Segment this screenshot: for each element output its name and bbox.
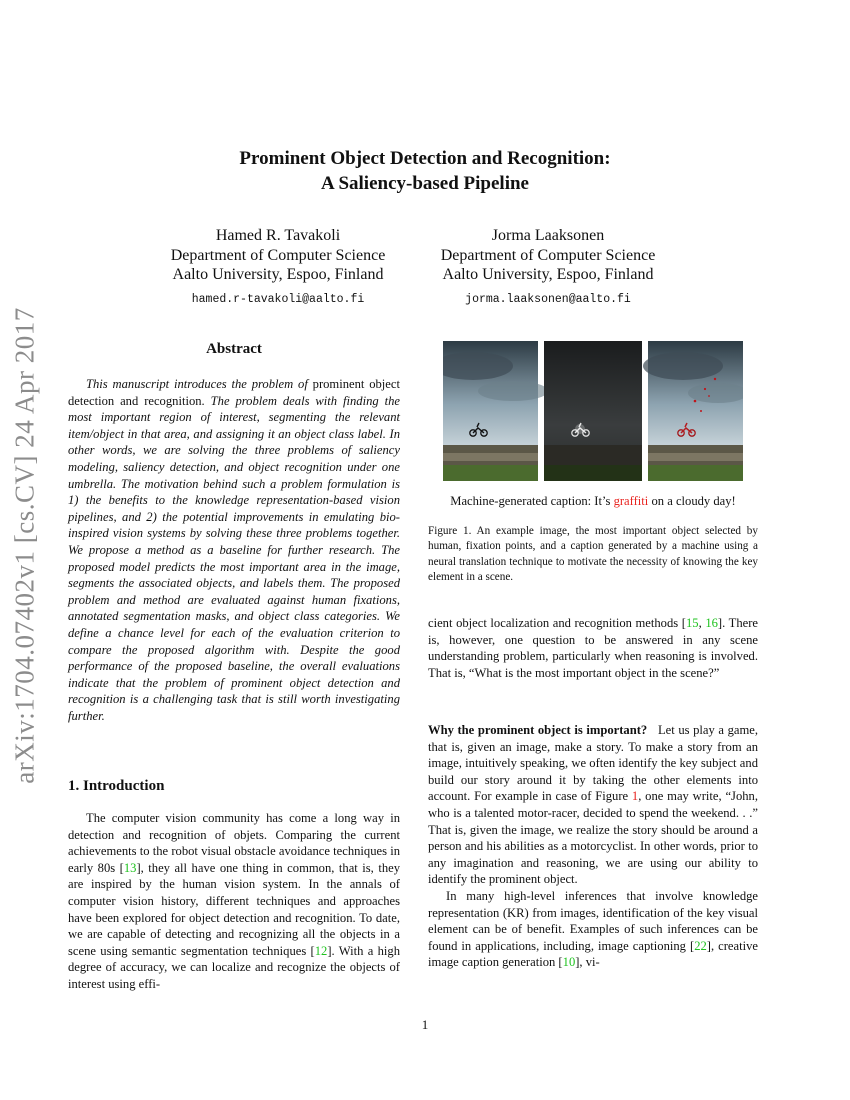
- caption-keyword: graffiti: [613, 494, 649, 508]
- paragraph-heading: Why the prominent object is important?: [428, 723, 648, 737]
- right-column-why-section: [428, 722, 758, 971]
- intro-text: The computer vision community has come a long way in detection and recognition of objets. Comparing the current achievements to the robot visual obstacle avoidance techniques in early 80s [: [68, 811, 400, 875]
- abstract-upright: prominent object detection and recognition.: [68, 377, 400, 408]
- title-line-2: A Saliency-based Pipeline: [321, 173, 529, 194]
- author-name: Jorma Laaksonen: [491, 227, 605, 244]
- machine-generated-caption: [428, 494, 758, 509]
- citation-link[interactable]: 22: [694, 938, 707, 953]
- arxiv-stamp: [2, 290, 48, 800]
- body-text: ,: [698, 616, 706, 630]
- author-affiliation: Aalto University, Espoo, Finland: [442, 266, 654, 283]
- body-text: ]. There is, however, one question to be answered in any scene understanding problem, particularly when reasoning is involved. That is, “What is the most important object in the scene?”: [428, 616, 758, 680]
- body-text: ], creative image caption generation [: [428, 938, 758, 970]
- panel-original-image: [443, 341, 548, 481]
- citation-link[interactable]: 15: [685, 616, 699, 630]
- author-email[interactable]: jorma.laaksonen@aalto.fi: [465, 292, 631, 306]
- citation-link[interactable]: 12: [314, 943, 328, 958]
- intro-text: ], they all have one thing in common, that is, they are inspired by the human vision system. In the annals of computer vision history, different techniques and approaches have been explored for object detection and recognition. To date, we are capable of detecting and recognizing all the objects in a scene using semantic segmentation techniques [: [68, 860, 401, 958]
- arxiv-stamp-text: arXiv:1704.07402v1 [cs.CV] 24 Apr 2017: [9, 306, 40, 784]
- title-line-1: Prominent Object Detection and Recognition:: [239, 148, 611, 169]
- introduction-body: [68, 810, 400, 993]
- body-text: cient object localization and recognition methods [: [428, 616, 686, 630]
- panel-fixation-map: [544, 341, 642, 481]
- panel-segmentation: [643, 341, 743, 481]
- body-text: In many high-level inferences that involve knowledge representation (KR) from images, identification of the key visual element can be of benefit. Examples of such inferences can be found in applications, including, image captioning [: [428, 888, 758, 953]
- author-name: Hamed R. Tavakoli: [215, 227, 341, 244]
- body-text: ], vi-: [575, 955, 600, 970]
- author-block-2: [432, 226, 664, 307]
- abstract-text: The problem deals with finding the most important region of interest, segmenting the relevant item/object in that area, and assigning it an object class label. In other words, we are solving the three problems of saliency modeling, saliency detection, and object recognition under one umbrella. The motivation behind such a problem formulation is 1) the benefits to the knowledge representation-based vision pipelines, and 2) the potential improvements in emulating bio-inspired vision systems by solving these three problems together. We propose a method as a baseline for further research. The proposed model predicts the most important area in the image, segments the associated objects, and labels them. The proposed problem and method are evaluated against human fixations, annotated segmentation masks, and object class categories. We define a chance level for each of the evaluation criterion to compare the proposed algorithm with. Despite the good performance of the proposed baseline, the overall evaluations indicate that the problem of prominent object detection and recognition is a challenging task that is still worth investigating further.: [68, 393, 401, 723]
- author-affiliation: Aalto University, Espoo, Finland: [172, 266, 384, 283]
- author-department: Department of Computer Science: [440, 246, 656, 264]
- figure-1-svg: [443, 341, 743, 489]
- body-text: , one may write, “John, who is a talented motor-racer, decided to spend the weekend. . .” That is, given the image, we realize the story should be around a person and his abilities as a motorcyclist. In other words, prior to any imagination and reasoning, we are using our ability to identify the prominent object.: [428, 789, 758, 887]
- section-heading-introduction: 1. Introduction: [68, 778, 165, 794]
- right-column-continuation: [428, 615, 758, 681]
- page-number: 1: [421, 1017, 429, 1032]
- citation-link[interactable]: 16: [705, 616, 718, 630]
- figure-reference-link[interactable]: 1: [631, 789, 639, 804]
- citation-link[interactable]: 10: [562, 955, 576, 970]
- abstract-body: [68, 376, 400, 724]
- author-block-1: [160, 226, 396, 307]
- caption-text: on a cloudy day!: [648, 494, 736, 508]
- body-text: Let us play a game, that is, given an image, make a story. To make a story from an image, intuitively speaking, we often identify the key subject and build our story around it by taking the other elements into account. For example in case of Figure: [428, 723, 758, 804]
- author-department: Department of Computer Science: [170, 246, 386, 264]
- abstract-lead: This manuscript introduces the problem of: [86, 377, 308, 391]
- caption-text: Machine-generated caption: It’s: [450, 494, 614, 508]
- author-email[interactable]: hamed.r-tavakoli@aalto.fi: [191, 292, 365, 306]
- abstract-heading: Abstract: [206, 341, 262, 357]
- figure-1-image-strip: [443, 341, 743, 489]
- figure-1-caption: Figure 1. An example image, the most important object selected by human, fixation points, and a caption generated by a machine using a neural translation technique to motivate the necessity of knowing the key element in a scene.: [428, 525, 758, 584]
- citation-link[interactable]: 13: [123, 860, 137, 875]
- paper-title: [0, 146, 850, 196]
- intro-text: ]. With a high degree of accuracy, we can localize and recognize the objects of interest using effi-: [68, 943, 401, 991]
